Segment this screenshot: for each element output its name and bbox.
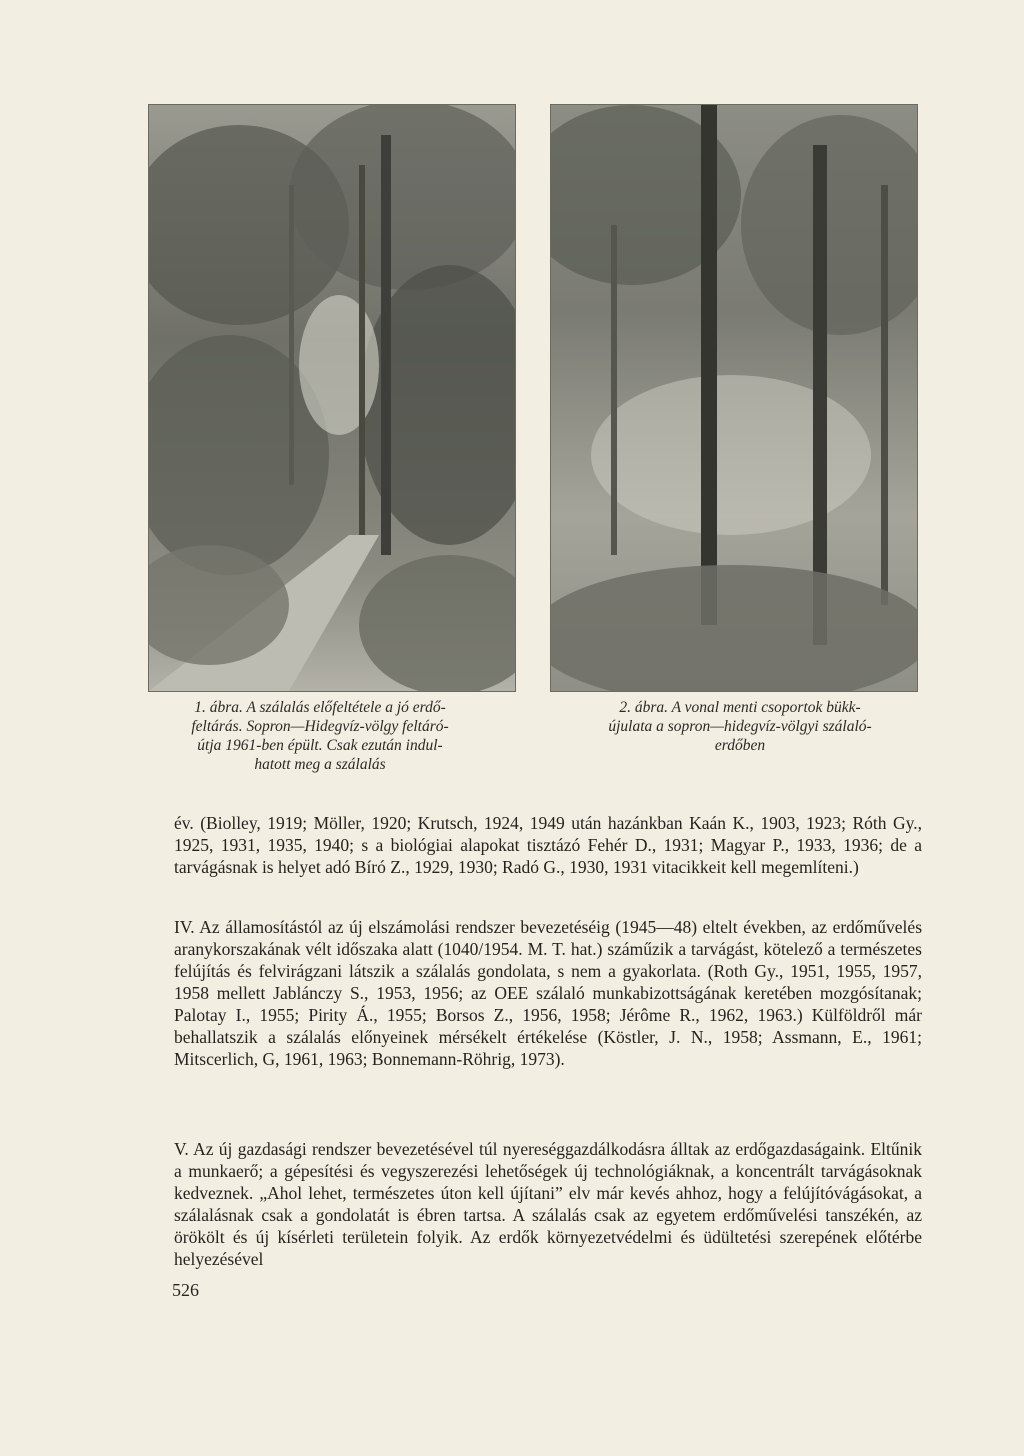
caption-line: feltárás. Sopron—Hidegvíz-völgy feltáró- — [191, 718, 449, 735]
body-paragraph-2 — [174, 916, 922, 1070]
figure-2-photo — [550, 104, 918, 692]
caption-line: 1. ábra. A szálalás előfeltétele a jó erdő- — [194, 699, 446, 716]
beech-forest-image — [551, 105, 917, 691]
caption-line: hatott meg a szálalás — [254, 756, 386, 773]
figure-1-caption — [140, 698, 500, 774]
figure-1-photo — [148, 104, 516, 692]
caption-line: erdőben — [714, 737, 766, 754]
body-paragraph-3 — [174, 1138, 922, 1270]
caption-line: újulata a sopron—hidegvíz-völgyi szálaló- — [608, 718, 872, 735]
paragraph-text: év. (Biolley, 1919; Möller, 1920; Krutsch, 1924, 1949 után hazánkban Kaán K., 1903, 1923; Róth Gy., 1925, 1931, 1935, 1940; s a biológiai alapokat tisztázó Fehér D., 1931; Magyar P., 1933, 1936; de a tarvágásnak is helyet adó Bíró Z., 1929, 1930; Radó G., 1930, 1931 vitacikkeit kell megemlíteni.) — [174, 813, 922, 877]
page-number: 526 — [172, 1280, 199, 1300]
figure-2-caption — [540, 698, 940, 755]
body-paragraph-1 — [174, 812, 922, 878]
paragraph-text: V. Az új gazdasági rendszer bevezetésével túl nyereséggazdálkodásra álltak az erdőgazdaságaink. Eltűnik a munkaerő; a gépesítési és vegyszerezési lehetőségek új technológiáknak, a koncentrált tarvágásoknak kedveznek. „Ahol lehet, természetes úton kell újítani” elv már kevés ahhoz, hogy a felújítóvágásokat, a szálalásnak csak a gondolatát is ébren tartsa. A szálalás csak az egyetem erdőművelési tanszékén, az örökölt és új kísérleti területein folyik. Az erdők környezetvédelmi és üdültetési szerepének előtérbe helyezésével — [174, 1139, 922, 1269]
paragraph-text: IV. Az államosítástól az új elszámolási rendszer bevezetéséig (1945—48) eltelt években, az erdőművelés aranykorszakának vélt időszaka alatt (1040/1954. M. T. hat.) száműzik a tarvágást, kötelező a természetes felújítás és felvirágzani látszik a szálalás gondolata, s nem a gyakorlata. (Roth Gy., 1951, 1955, 1957, 1958 mellett Jablánczy S., 1953, 1956; az OEE szálaló munkabizottságának keretében mozgósítanak; Palotay I., 1955; Pirity Á., 1955; Borsos Z., 1956, 1958; Jérôme R., 1962, 1963.) Külföldről már behallatszik a szálalás előnyeinek mérsékelt értékelése (Köstler, J. N., 1958; Assmann, E., 1961; Mitscerlich, G, 1961, 1963; Bonnemann-Röhrig, 1973). — [174, 917, 922, 1069]
caption-line: útja 1961-ben épült. Csak ezután indul- — [197, 737, 443, 754]
forest-road-image — [149, 105, 515, 691]
caption-line: 2. ábra. A vonal menti csoportok bükk- — [619, 699, 861, 716]
